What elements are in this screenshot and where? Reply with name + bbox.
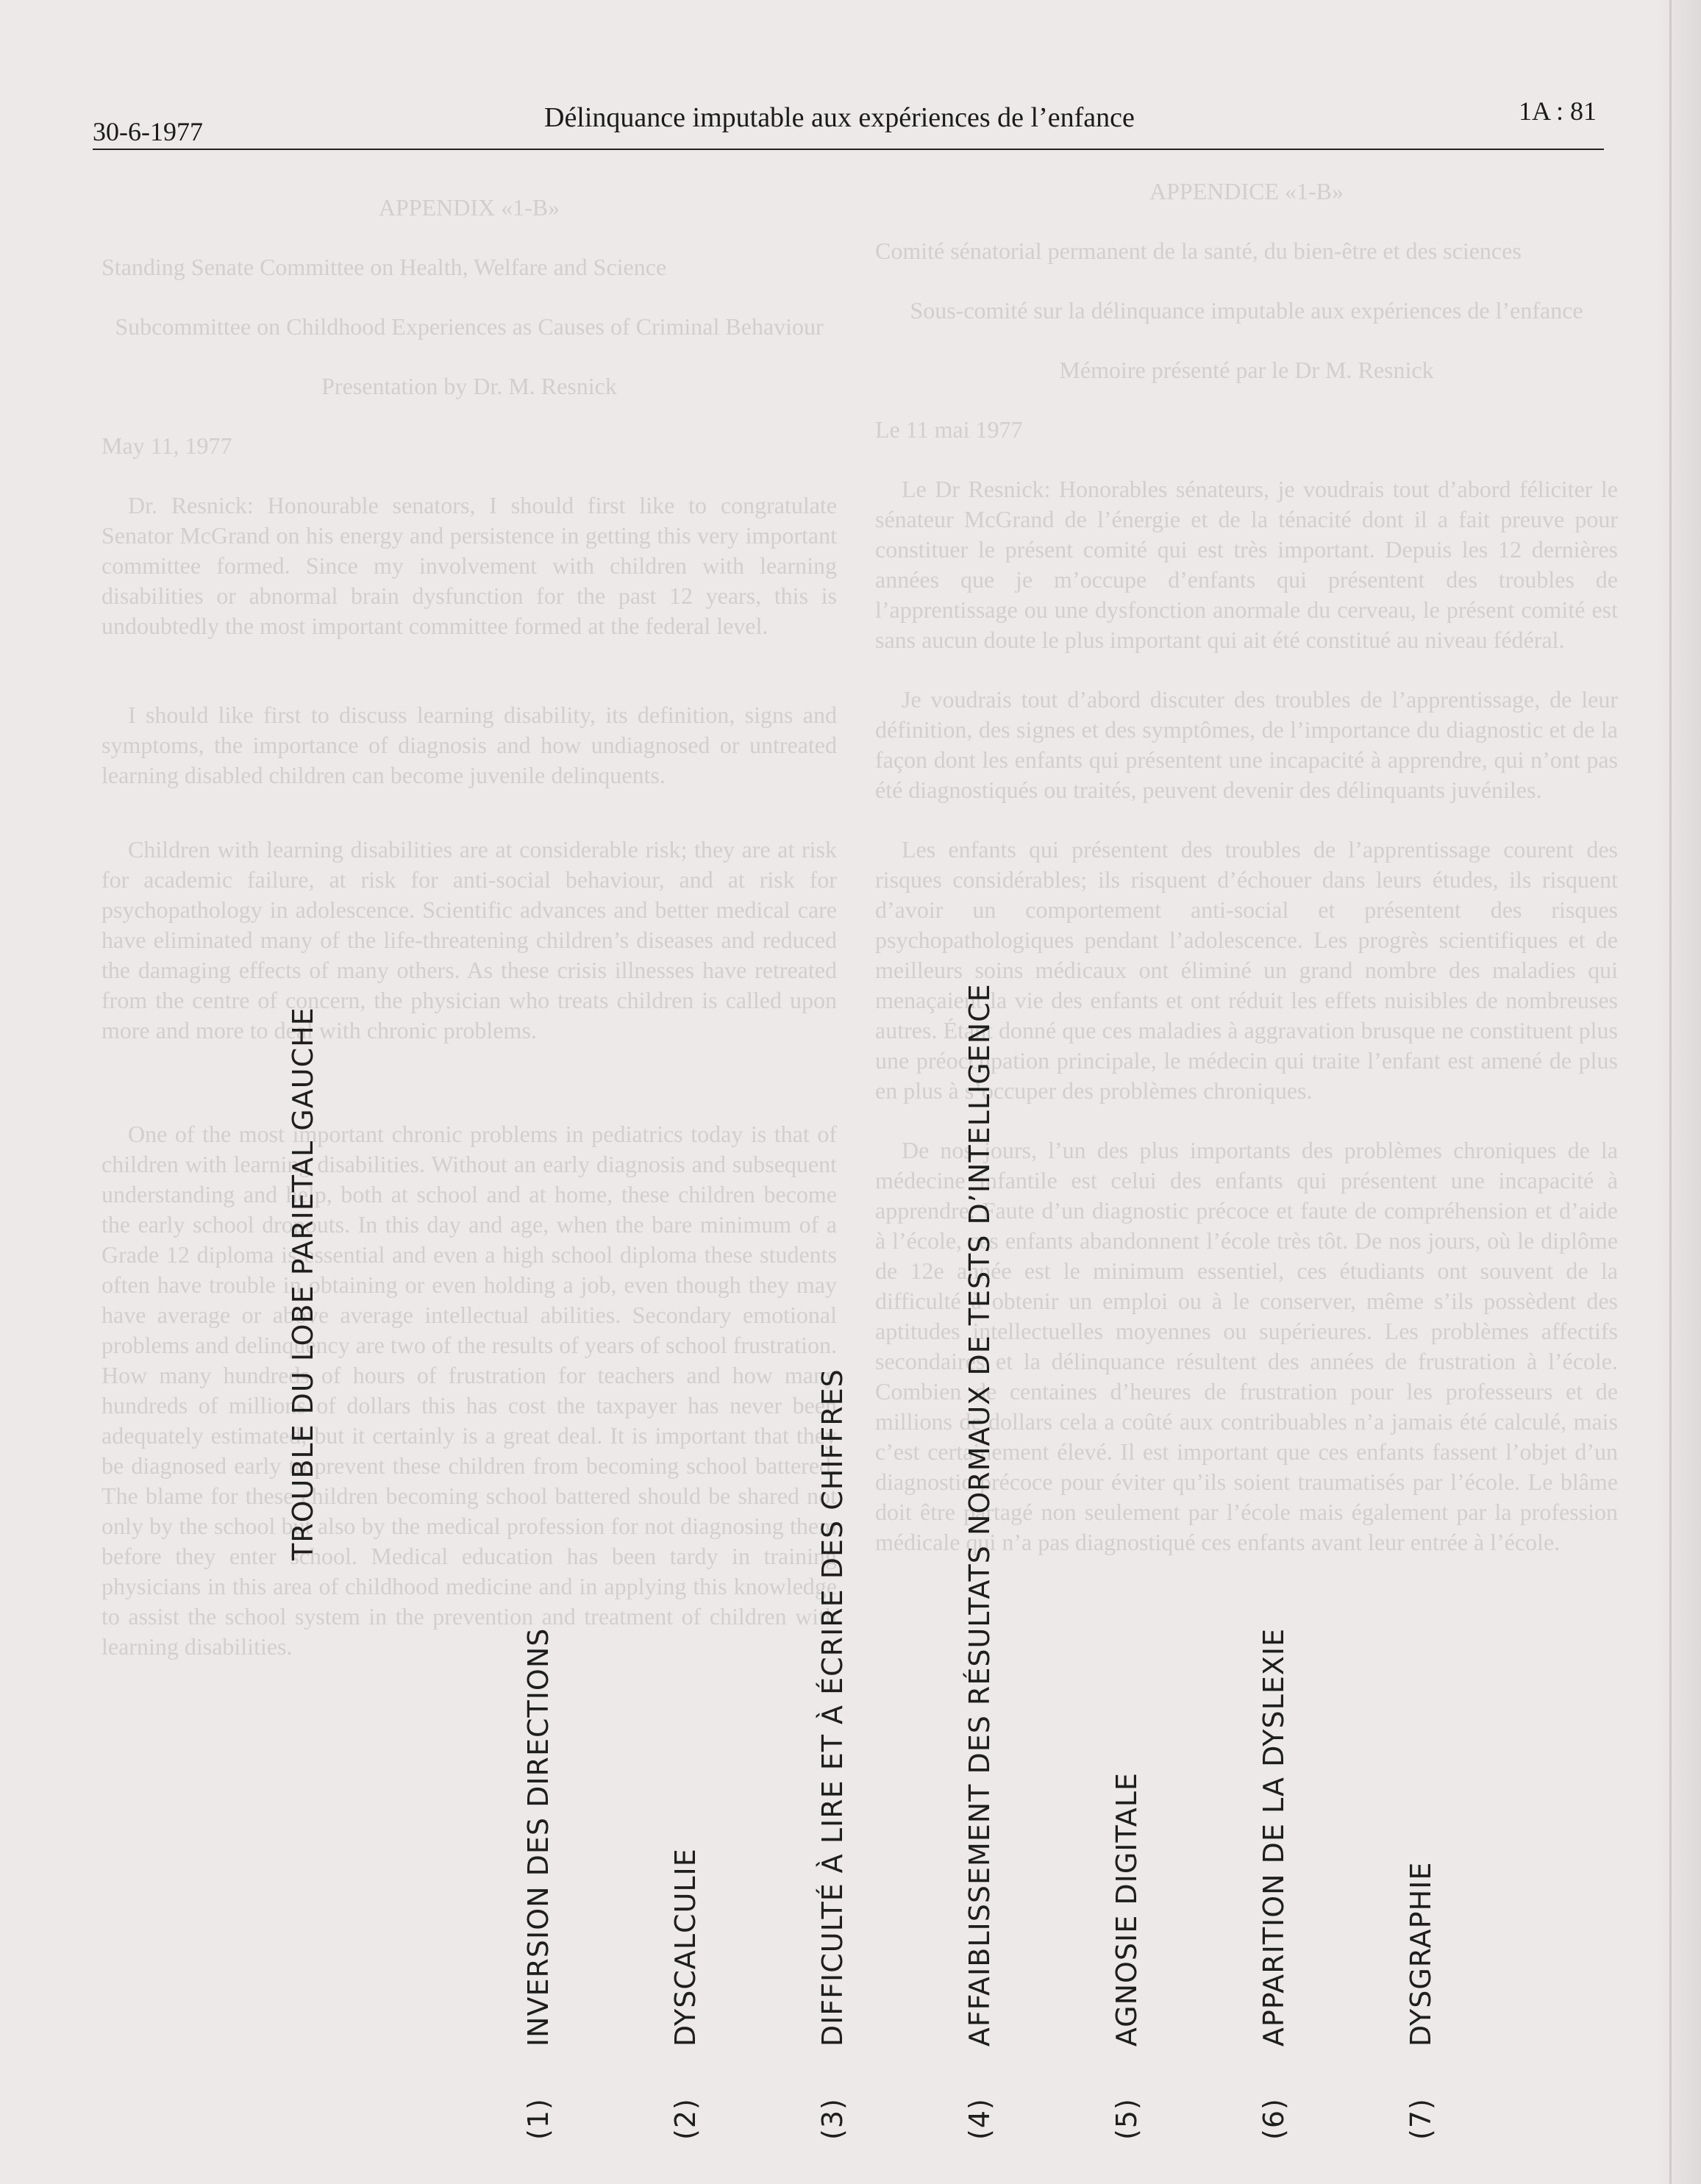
list-item-number: (4) [963,2098,996,2140]
list-item-label: DIFFICULTÉ À LIRE ET À ÉCRIRE DES CHIFFRES [816,1368,849,2047]
header-title: Délinquance imputable aux expériences de l’enfance [544,102,1135,133]
faint-left-presenter: Presentation by Dr. M. Resnick [321,373,617,399]
list-item-label: INVERSION DES DIRECTIONS [522,1627,554,2047]
list-item [287,1007,319,1560]
faint-right-presenter: Mémoire présenté par le Dr M. Resnick [1059,357,1434,383]
faint-left-column [101,193,837,1994]
list-item-label: APPARITION DE LA DYSLEXIE [1258,1627,1290,2047]
faint-left-date: May 11, 1977 [101,432,232,459]
list-item [1110,1772,1143,2140]
faint-right-para-4: De nos jours, l’un des plus importants des problèmes chroniques de la médecine infantile est celui des enfants qui présentent une incapacité à apprendre. Faute d’un diagnostic précoce et faute de compréhension et d’aide à l’école, ces enfants abandonnent l’école très tôt. De nos jours, où le diplôme de 12e année est le minimum essentiel, ces étudiants ont souvent de la difficulté à obtenir un emploi ou à le conserver, même s’ils possèdent des aptitudes intellectuelles moyennes ou supérieures. Les problèmes affectifs secondaires et la délinquance résultent des années de frustration à l’école. Combien de centaines d’heures de frustration pour les professeurs et de millions de dollars cela a coûté aux contribuables n’a jamais été calculé, mais c’est certainement élevé. Il est important que ces enfants fassent l’objet d’un diagnostic précoce pour éviter qu’ils soient traumatisés par l’école. Le blâme doit être partagé non seulement par l’école mais également par la profession médicale qui n’a pas diagnostiqué ces enfants avant leur entrée à l’école. [875,1137,1618,1555]
list-item-number: (7) [1405,2098,1437,2140]
list-item-number: (2) [669,2098,702,2140]
list-item-label: DYSCALCULIE [669,1848,702,2047]
faint-right-committee: Comité sénatorial permanent de la santé, du bien-être et des sciences [875,238,1522,264]
list-item-label: AGNOSIE DIGITALE [1110,1772,1143,2047]
faint-left-para-1: Dr. Resnick: Honourable senators, I should first like to congratulate Senator McGrand on his energy and persistence in getting this very important committee formed. Since my involvement with children with learning disabilities or abnormal brain dysfunction for the past 12 years, this is undoubtedly the most important committee formed at the federal level. [101,492,837,639]
list-item [669,1848,702,2140]
header-date: 30-6-1977 [93,117,203,146]
list-item [963,983,996,2140]
list-item-number: (1) [522,2098,554,2140]
list-item-label: AFFAIBLISSEMENT DES RÉSULTATS NORMAUX DE TESTS D’INTELLIGENCE [963,983,996,2047]
faint-right-date: Le 11 mai 1977 [875,416,1023,443]
list-item [1258,1628,1290,2140]
list-item-number: (3) [816,2098,849,2140]
list-item-label: DYSGRAPHIE [1405,1861,1437,2047]
list-item-number: (6) [1258,2098,1290,2140]
list-item [1405,1862,1437,2140]
faint-left-para-3: Children with learning disabilities are at considerable risk; they are at risk for academic failure, at risk for anti-social behaviour, and at risk for psychopathology in adolescence. Scientific advances and better medical care have eliminated many of the life-threatening children’s diseases and reduced the damaging effects of many others. As these crisis illnesses have retreated from the centre of concern, the physician who treats children is called upon more and more to deal with chronic problems. [101,836,837,1043]
list-item [816,1368,849,2140]
faint-left-para-2: I should like first to discuss learning disability, its definition, signs and symptoms, the importance of diagnosis and how undiagnosed or untreated learning disabled children can become juvenile delinquents. [101,702,837,788]
faint-left-para-4: One of the most important chronic problems in pediatrics today is that of children with learning disabilities. Without an early diagnosis and subsequent understanding and help, both at school and at home, these children become the early school dropouts. In this day and age, when the bare minimum of a Grade 12 diploma is essential and even a high school diploma these students often have trouble in obtaining or even holding a job, even though they may have average or above average intellectual abilities. Secondary emotional problems and delinquency are two of the results of years of school frustration. How many hundreds of hours of frustration for teachers and how many hundreds of millions of dollars this has cost the taxpayer has never been adequately estimated, but it certainly is a great deal. It is important that they be diagnosed early to prevent these children from becoming school battered. The blame for these children becoming school battered should be shared not only by the school but also by the medical profession for not diagnosing them before they enter school. Medical education has been tardy in training physicians in this area of childhood medicine and in applying this knowledge to assist the school system in the prevention and treatment of children with learning disabilities. [101,1121,837,1660]
faint-left-committee: Standing Senate Committee on Health, Welfare and Science [101,254,667,280]
faint-right-para-2: Je voudrais tout d’abord discuter des troubles de l’apprentissage, de leur définition, des signes et des symptômes, de l’importance du diagnostic et de la façon dont les enfants qui présentent une incapacité à apprendre, qui n’ont pas été diagnostiqués ou traités, peuvent devenir des délinquants juvéniles. [875,686,1618,803]
header-rule [93,149,1604,150]
header-page-reference: 1A : 81 [1519,96,1597,126]
page-edge-line [1669,0,1672,2184]
list-item-label: TROUBLE DU LOBE PARIETAL GAUCHE [287,1007,319,1560]
faint-right-subcommittee: Sous-comité sur la délinquance imputable aux expériences de l’enfance [910,297,1583,324]
faint-left-subcommittee: Subcommittee on Childhood Experiences as Causes of Criminal Behaviour [115,313,824,340]
list-item-number: (5) [1110,2098,1143,2140]
faint-right-para-3: Les enfants qui présentent des troubles de l’apprentissage courent des risques considérables; ils risquent d’échouer dans leurs études, ils risquent d’avoir un comportement anti-social et présentent des risques psychopathologiques pendant l’adolescence. Les progrès scientifiques et de meilleurs soins médicaux ont éliminé un grand nombre des maladies qui menaçaient la vie des enfants et ont réduit les effets nuisibles de nombreuses autres. Étant donné que ces maladies à aggravation brusque ne constituent plus une préoccupation principale, le médecin qui traite l’enfant est amené de plus en plus à s’occuper des problèmes chroniques. [875,836,1618,1104]
faint-right-para-1: Le Dr Resnick: Honorables sénateurs, je voudrais tout d’abord féliciter le sénateur McGrand de l’énergie et de la ténacité dont il a fait preuve pour constituer le présent comité qui est très important. Depuis les 12 dernières années que je m’occupe d’enfants qui présentent des troubles de l’apprentissage ou une dysfonction anormale du cerveau, le présent comité est sans aucun doute le plus important qui ait été constitué au niveau fédéral. [875,476,1618,653]
faint-right-heading: APPENDICE «1-B» [1149,178,1344,204]
faint-left-heading: APPENDIX «1-B» [378,194,560,221]
page-edge-shadow [1657,0,1701,2184]
list-item [522,1628,554,2140]
page-header [0,0,1701,147]
